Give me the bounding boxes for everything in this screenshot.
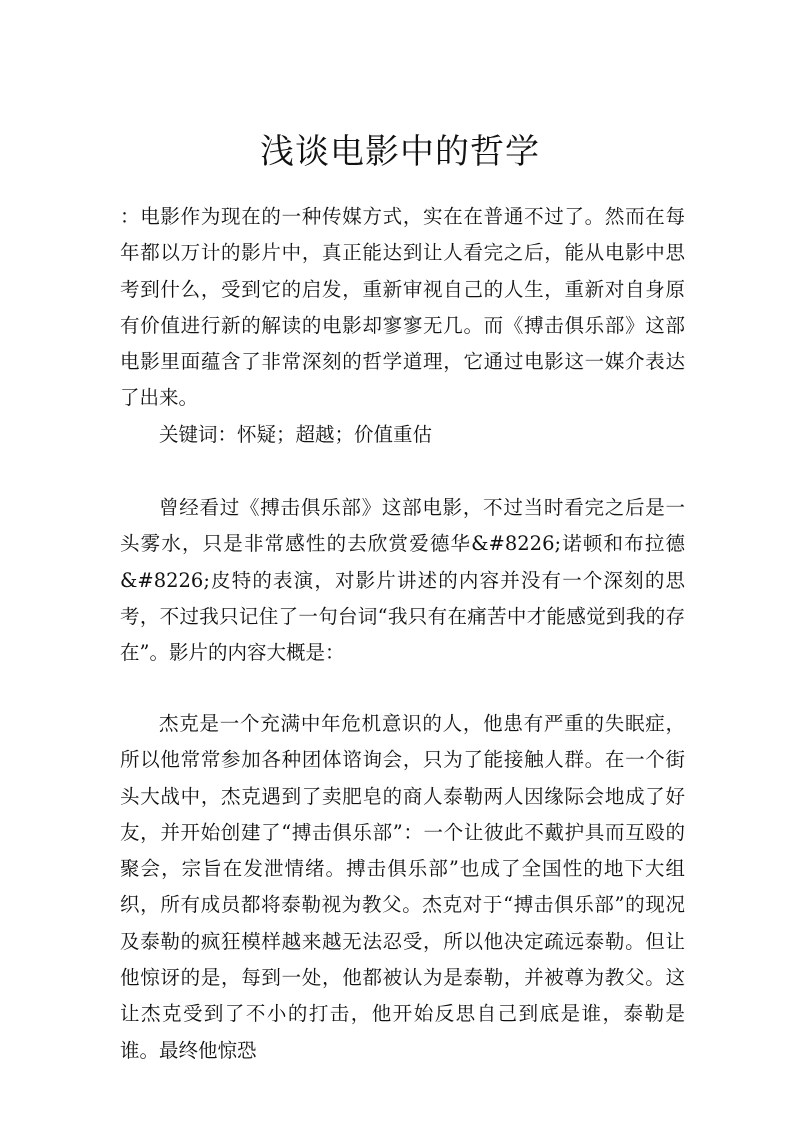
keywords-line: 关键词：怀疑；超越；价值重估 — [159, 423, 433, 446]
body-paragraph-2: 杰克是一个充满中年危机意识的人，他患有严重的失眠症，所以他常常参加各种团体谘询会，只为了能接触人群。在一个街头大战中，杰克遇到了卖肥皂的商人泰勒两人因缘际会地成了好友，并开始创建了“搏击俱乐部”：一个让彼此不戴护具而互殴的聚会，宗旨在发泄情绪。搏击俱乐部”也成了全国性的地下大组织，所有成员都将泰勒视为教父。杰克对于“搏击俱乐部”的现况及泰勒的疯狂模样越来越无法忍受，所以他决定疏远泰勒。但让他惊讶的是，每到一处，他都被认为是泰勒，并被尊为教父。这让杰克受到了不小的打击，他开始反思自己到底是谁，泰勒是谁。最终他惊恐 — [120, 712, 685, 1062]
document-title: 浅谈电影中的哲学 — [260, 132, 540, 172]
body-paragraph-1: 曾经看过《搏击俱乐部》这部电影，不过当时看完之后是一头雾水，只是非常感性的去欣赏爱德华&#8226;诺顿和布拉德&#8226;皮特的表演，对影片讲述的内容并没有一个深刻的思考，不过我只记住了一句台词“我只有在痛苦中才能感觉到我的存在”。影片的内容大概是： — [120, 496, 685, 665]
abstract-paragraph: ：电影作为现在的一种传媒方式，实在在普通不过了。然而在每年都以万计的影片中，真正能达到让人看完之后，能从电影中思考到什么，受到它的启发，重新审视自己的人生，重新对自身原有价值进行新的解读的电影却寥寥无几。而《搏击俱乐部》这部电影里面蕴含了非常深刻的哲学道理，它通过电影这一媒介表达了出来。 — [120, 205, 685, 410]
